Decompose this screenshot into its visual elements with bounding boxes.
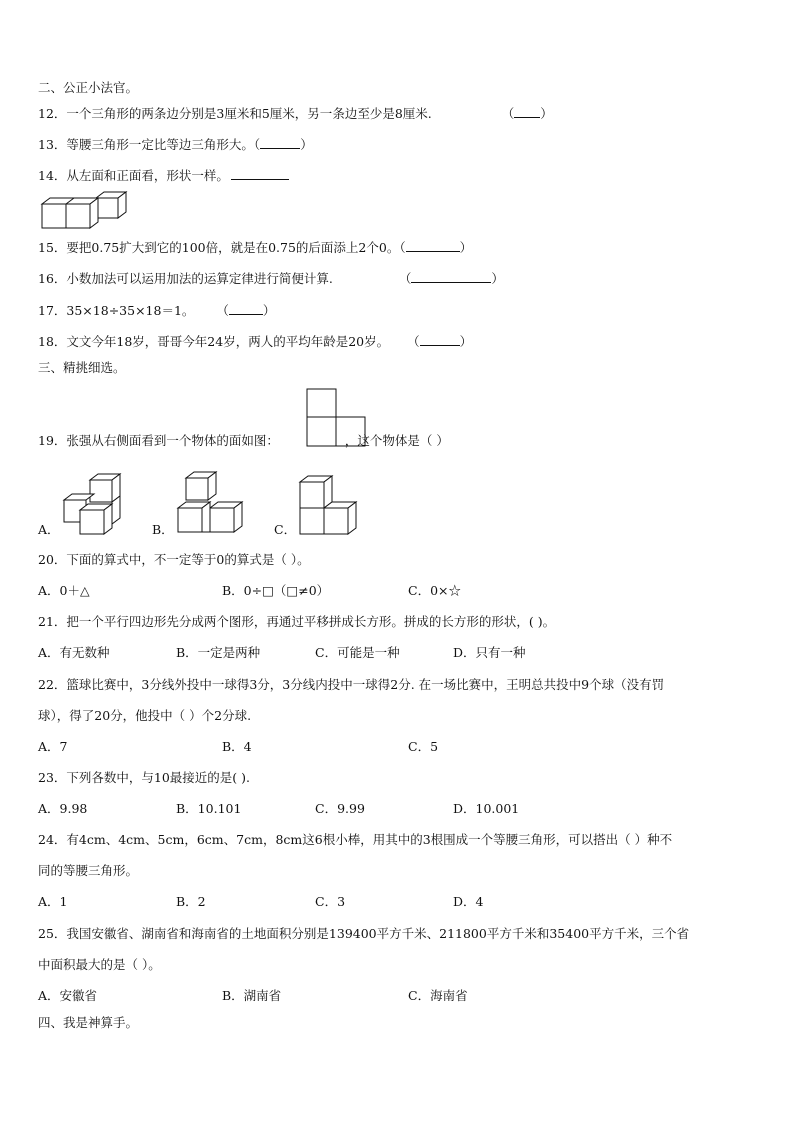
question-15 — [38, 239, 472, 256]
option-19-c[interactable]: C． — [274, 522, 297, 537]
question-16 — [38, 270, 504, 287]
question-17-text: 17．35×18÷35×18＝1。 — [38, 303, 195, 318]
section-title-judgement: 二、公正小法官。 — [38, 80, 139, 95]
question-23: 23．下列各数中，与10最接近的是( ). — [38, 770, 251, 785]
question-20: 20．下面的算式中，不一定等于0的算式是（ ）。 — [38, 552, 310, 567]
option-24-b[interactable]: B．2 — [176, 894, 206, 909]
option-19-b[interactable]: B． — [152, 522, 174, 537]
answer-blank-17[interactable]: （ ） — [216, 303, 276, 318]
question-22-line-2: 球），得了20分，他投中（ ）个2分球. — [38, 708, 252, 723]
option-23-a[interactable]: A．9.98 — [38, 801, 88, 816]
option-23-c[interactable]: C．9.99 — [315, 801, 365, 816]
option-22-a[interactable]: A．7 — [38, 739, 68, 754]
option-22-c[interactable]: C．5 — [408, 739, 439, 754]
question-21: 21．把一个平行四边形先分成两个图形，再通过平移拼成长方形。拼成的长方形的形状，( )。 — [38, 614, 556, 629]
option-19-a[interactable]: A． — [38, 522, 60, 537]
question-12 — [38, 105, 553, 122]
question-18 — [38, 333, 472, 350]
question-17 — [38, 302, 275, 319]
option-19-c-figure[interactable] — [298, 474, 364, 538]
option-22-b[interactable]: B．4 — [222, 739, 252, 754]
option-25-c[interactable]: C．海南省 — [408, 988, 468, 1003]
answer-blank-18[interactable]: （ ） — [407, 334, 473, 349]
section-title-calculation: 四、我是神算手。 — [38, 1015, 139, 1030]
option-20-b[interactable]: B．0÷□（□≠0） — [222, 583, 330, 598]
option-21-d[interactable]: D．只有一种 — [453, 645, 526, 660]
question-15-text: 15．要把0.75扩大到它的100倍，就是在0.75的后面添上2个0。 — [38, 240, 400, 255]
question-19-text-before: 19．张强从右侧面看到一个物体的面如图： — [38, 433, 279, 448]
option-24-a[interactable]: A．1 — [38, 894, 68, 909]
option-21-b[interactable]: B．一定是两种 — [176, 645, 261, 660]
option-23-b[interactable]: B．10.101 — [176, 801, 242, 816]
question-24-line-2: 同的等腰三角形。 — [38, 863, 139, 878]
section-title-choice: 三、精挑细选。 — [38, 360, 126, 375]
option-19-a-figure[interactable] — [62, 472, 126, 538]
question-25-line-2: 中面积最大的是（ ）。 — [38, 957, 161, 972]
question-14 — [38, 167, 289, 184]
cube-row-figure — [40, 190, 130, 230]
option-21-a[interactable]: A．有无数种 — [38, 645, 110, 660]
answer-blank-12[interactable]: （ ） — [501, 106, 553, 121]
option-25-b[interactable]: B．湖南省 — [222, 988, 282, 1003]
question-16-text: 16．小数加法可以运用加法的运算定律进行简便计算. — [38, 271, 333, 286]
question-14-text: 14．从左面和正面看，形状一样。 — [38, 168, 229, 183]
question-13 — [38, 136, 313, 153]
option-23-d[interactable]: D．10.001 — [453, 801, 520, 816]
question-12-text: 12．一个三角形的两条边分别是3厘米和5厘米，另一条边至少是8厘米. — [38, 106, 432, 121]
question-19 — [38, 433, 449, 449]
answer-blank-14[interactable] — [231, 167, 289, 180]
question-19-text-after: ，这个物体是（ ） — [344, 433, 449, 448]
option-25-a[interactable]: A．安徽省 — [38, 988, 98, 1003]
option-20-c[interactable]: C．0×☆ — [408, 583, 461, 598]
question-13-text: 13．等腰三角形一定比等边三角形大。 — [38, 137, 254, 152]
answer-blank-15[interactable]: （ ） — [399, 240, 473, 255]
question-22-line-1: 22．篮球比赛中，3分线外投中一球得3分，3分线内投中一球得2分. 在一场比赛中，王明总共投中9个球（没有罚 — [38, 677, 665, 692]
question-18-text: 18．文文今年18岁，哥哥今年24岁，两人的平均年龄是20岁。 — [38, 334, 390, 349]
answer-blank-16[interactable]: （ ） — [398, 271, 504, 286]
option-24-d[interactable]: D．4 — [453, 894, 484, 909]
option-20-a[interactable]: A．0＋△ — [38, 583, 90, 598]
option-24-c[interactable]: C．3 — [315, 894, 346, 909]
question-25-line-1: 25．我国安徽省、湖南省和海南省的土地面积分别是139400平方千米、211800平方千米和35400平方千米，三个省 — [38, 926, 690, 941]
question-24-line-1: 24．有4cm、4cm、5cm，6cm、7cm，8cm这6根小棒，用其中的3根围成一个等腰三角形，可以搭出（ ）种不 — [38, 832, 673, 847]
answer-blank-13[interactable]: （ ） — [253, 137, 313, 152]
option-21-c[interactable]: C．可能是一种 — [315, 645, 400, 660]
option-19-b-figure[interactable] — [176, 470, 246, 538]
